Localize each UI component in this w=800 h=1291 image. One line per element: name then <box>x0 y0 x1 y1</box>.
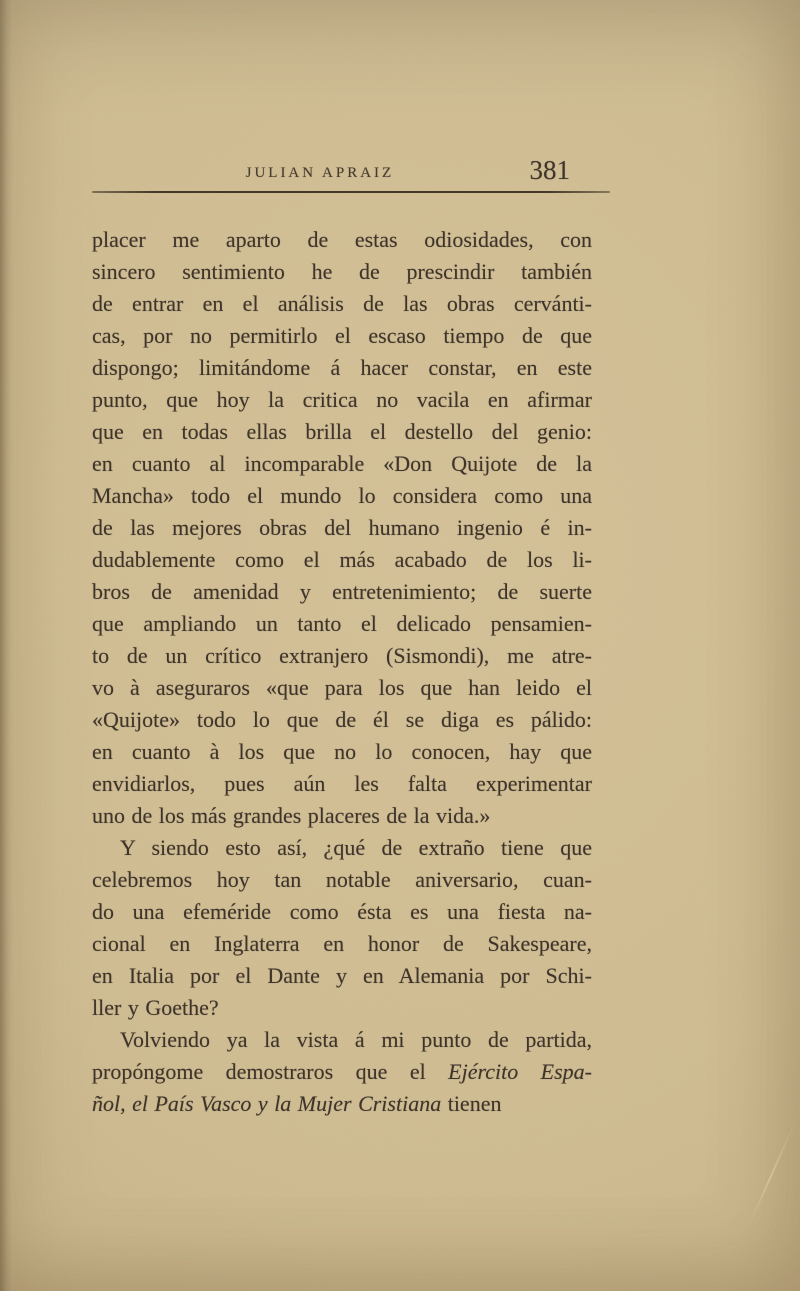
text-segment: placer me aparto de estas odiosidades, con <box>92 227 592 252</box>
running-head-author: JULIAN APRAIZ <box>245 165 395 181</box>
text-segment: bros de amenidad y entretenimiento; de suerte <box>92 579 592 604</box>
text-line <box>92 864 592 896</box>
text-segment: vo à aseguraros «que para los que han leido el <box>92 675 592 700</box>
text-segment: de entrar en el análisis de las obras cervánti- <box>92 291 592 316</box>
text-line <box>92 896 592 928</box>
text-segment: en cuanto à los que no lo conocen, hay que <box>92 739 592 764</box>
text-line <box>92 960 592 992</box>
text-line <box>92 832 592 864</box>
header-rule <box>92 191 610 193</box>
text-line <box>92 320 592 352</box>
text-segment: de las mejores obras del humano ingenio é in- <box>92 515 592 540</box>
text-line <box>92 1056 592 1088</box>
text-line <box>92 448 592 480</box>
running-header <box>92 150 610 184</box>
text-line <box>92 672 592 704</box>
text-segment: uno de los más grandes placeres de la vida.» <box>92 803 491 828</box>
text-line <box>92 480 592 512</box>
text-segment: en cuanto al incomparable «Don Quijote de la <box>92 451 592 476</box>
text-segment: do una efeméride como ésta es una fiesta na- <box>92 899 592 924</box>
text-segment: que en todas ellas brilla el destello del genio: <box>92 419 592 444</box>
text-segment: envidiarlos, pues aún les falta experimentar <box>92 771 592 796</box>
text-segment: tienen <box>441 1091 502 1116</box>
text-line <box>92 704 592 736</box>
text-segment: to de un crítico extranjero (Sismondi), me atre- <box>92 643 592 668</box>
paper-scratch <box>748 1125 795 1226</box>
text-segment: Y siendo esto así, ¿qué de extraño tiene que <box>120 835 592 860</box>
text-segment: sincero sentimiento he de prescindir también <box>92 259 592 284</box>
page-number: 381 <box>529 155 570 185</box>
text-line <box>92 1088 592 1120</box>
text-segment: ller y Goethe? <box>92 995 219 1020</box>
text-line <box>92 768 592 800</box>
text-line <box>92 224 592 256</box>
text-segment: Mancha» todo el mundo lo considera como una <box>92 483 592 508</box>
text-line <box>92 352 592 384</box>
text-line <box>92 608 592 640</box>
text-line <box>92 416 592 448</box>
text-line <box>92 928 592 960</box>
italic-text-segment: ñol, el País Vasco y la Mujer Cristiana <box>92 1091 442 1116</box>
text-line <box>92 736 592 768</box>
text-line <box>92 800 592 832</box>
text-line <box>92 384 592 416</box>
text-segment: Volviendo ya la vista á mi punto de partida, <box>120 1027 592 1052</box>
text-line <box>92 992 592 1024</box>
text-line <box>92 288 592 320</box>
text-segment: celebremos hoy tan notable aniversario, cuan- <box>92 867 592 892</box>
text-segment: en Italia por el Dante y en Alemania por Schi- <box>92 963 592 988</box>
text-line <box>92 256 592 288</box>
text-segment: que ampliando un tanto el delicado pensamien- <box>92 611 592 636</box>
text-line <box>92 544 592 576</box>
text-segment: cas, por no permitirlo el escaso tiempo de que <box>92 323 592 348</box>
text-line <box>92 1024 592 1056</box>
text-line <box>92 576 592 608</box>
text-segment: propóngome demostraros que el <box>92 1059 449 1084</box>
text-segment: punto, que hoy la critica no vacila en afirmar <box>92 387 592 412</box>
italic-text-segment: Ejército Espa- <box>448 1059 592 1084</box>
text-segment: dispongo; limitándome á hacer constar, en este <box>92 355 592 380</box>
text-segment: «Quijote» todo lo que de él se diga es pálido: <box>92 707 592 732</box>
text-line <box>92 512 592 544</box>
text-line <box>92 640 592 672</box>
body-text <box>92 224 592 1120</box>
text-segment: cional en Inglaterra en honor de Sakespeare, <box>92 931 592 956</box>
text-segment: dudablemente como el más acabado de los li- <box>92 547 592 572</box>
